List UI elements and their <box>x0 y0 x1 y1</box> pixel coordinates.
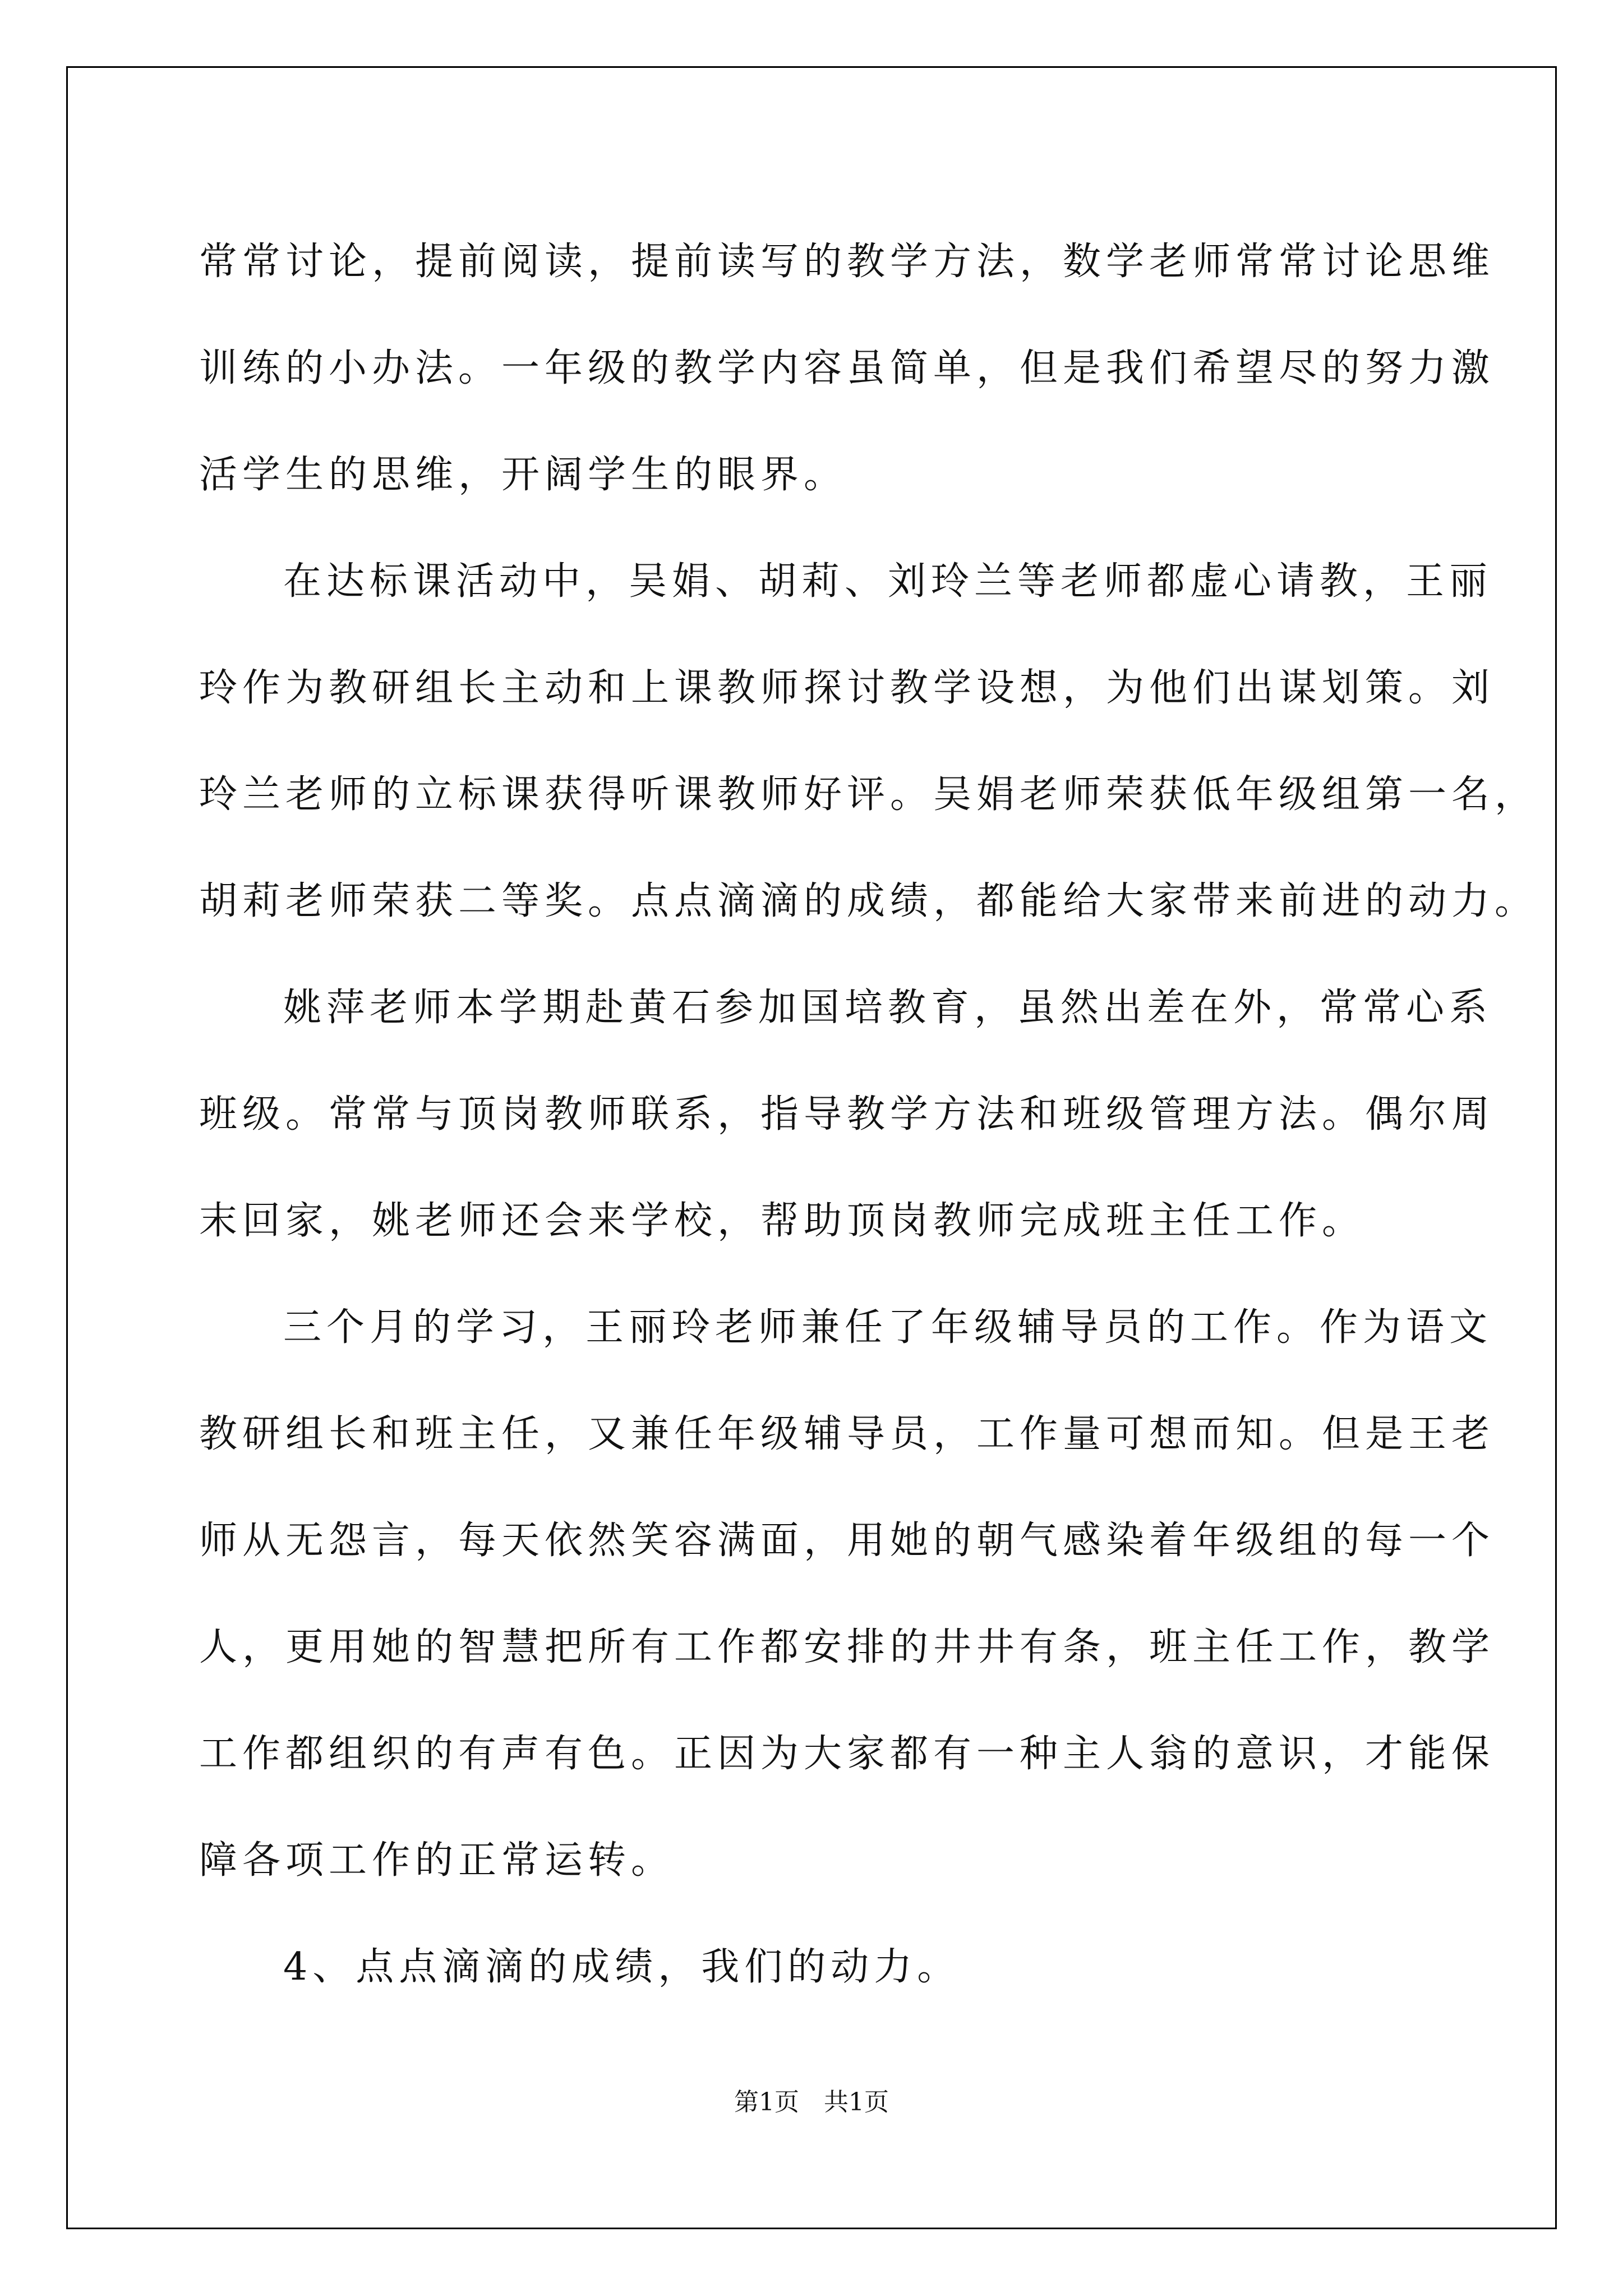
text-line: 玲兰老师的立标课获得听课教师好评。吴娟老师荣获低年级组第一名， <box>199 772 1538 817</box>
paragraph-start-line: 三个月的学习，王丽玲老师兼任了年级辅导员的工作。作为语文 <box>283 1305 1493 1350</box>
document-body <box>199 209 1538 2021</box>
text-line: 训练的小办法。一年级的教学内容虽简单，但是我们希望尽的努力激 <box>199 346 1495 390</box>
text-line: 人，更用她的智慧把所有工作都安排的井井有条，班主任工作，教学 <box>199 1625 1495 1669</box>
text-line: 障各项工作的正常运转。 <box>199 1838 675 1883</box>
text-line: 常常讨论，提前阅读，提前读写的教学方法，数学老师常常讨论思维 <box>199 240 1495 284</box>
paragraph-start-line: 在达标课活动中，吴娟、胡莉、刘玲兰等老师都虚心请教，王丽 <box>283 559 1493 604</box>
page-number-footer: 第1页 共1页 <box>734 2088 889 2116</box>
text-line: 末回家，姚老师还会来学校，帮助顶岗教师完成班主任工作。 <box>199 1199 1366 1243</box>
text-line: 活学生的思维，开阔学生的眼界。 <box>199 453 847 497</box>
text-line: 教研组长和班主任，又兼任年级辅导员，工作量可想而知。但是王老 <box>199 1412 1495 1456</box>
text-line: 师从无怨言，每天依然笑容满面，用她的朝气感染着年级组的每一个 <box>199 1519 1495 1563</box>
text-line: 玲作为教研组长主动和上课教师探讨教学设想，为他们出谋划策。刘 <box>199 666 1495 710</box>
section-heading-line: 4、点点滴滴的成绩，我们的动力。 <box>283 1945 961 1989</box>
text-line: 工作都组织的有声有色。正因为大家都有一种主人翁的意识，才能保 <box>199 1732 1495 1776</box>
text-line: 班级。常常与顶岗教师联系，指导教学方法和班级管理方法。偶尔周 <box>199 1092 1495 1137</box>
paragraph-start-line: 姚萍老师本学期赴黄石参加国培教育，虽然出差在外，常常心系 <box>283 986 1493 1030</box>
text-line: 胡莉老师荣获二等奖。点点滴滴的成绩，都能给大家带来前进的动力。 <box>199 879 1538 923</box>
